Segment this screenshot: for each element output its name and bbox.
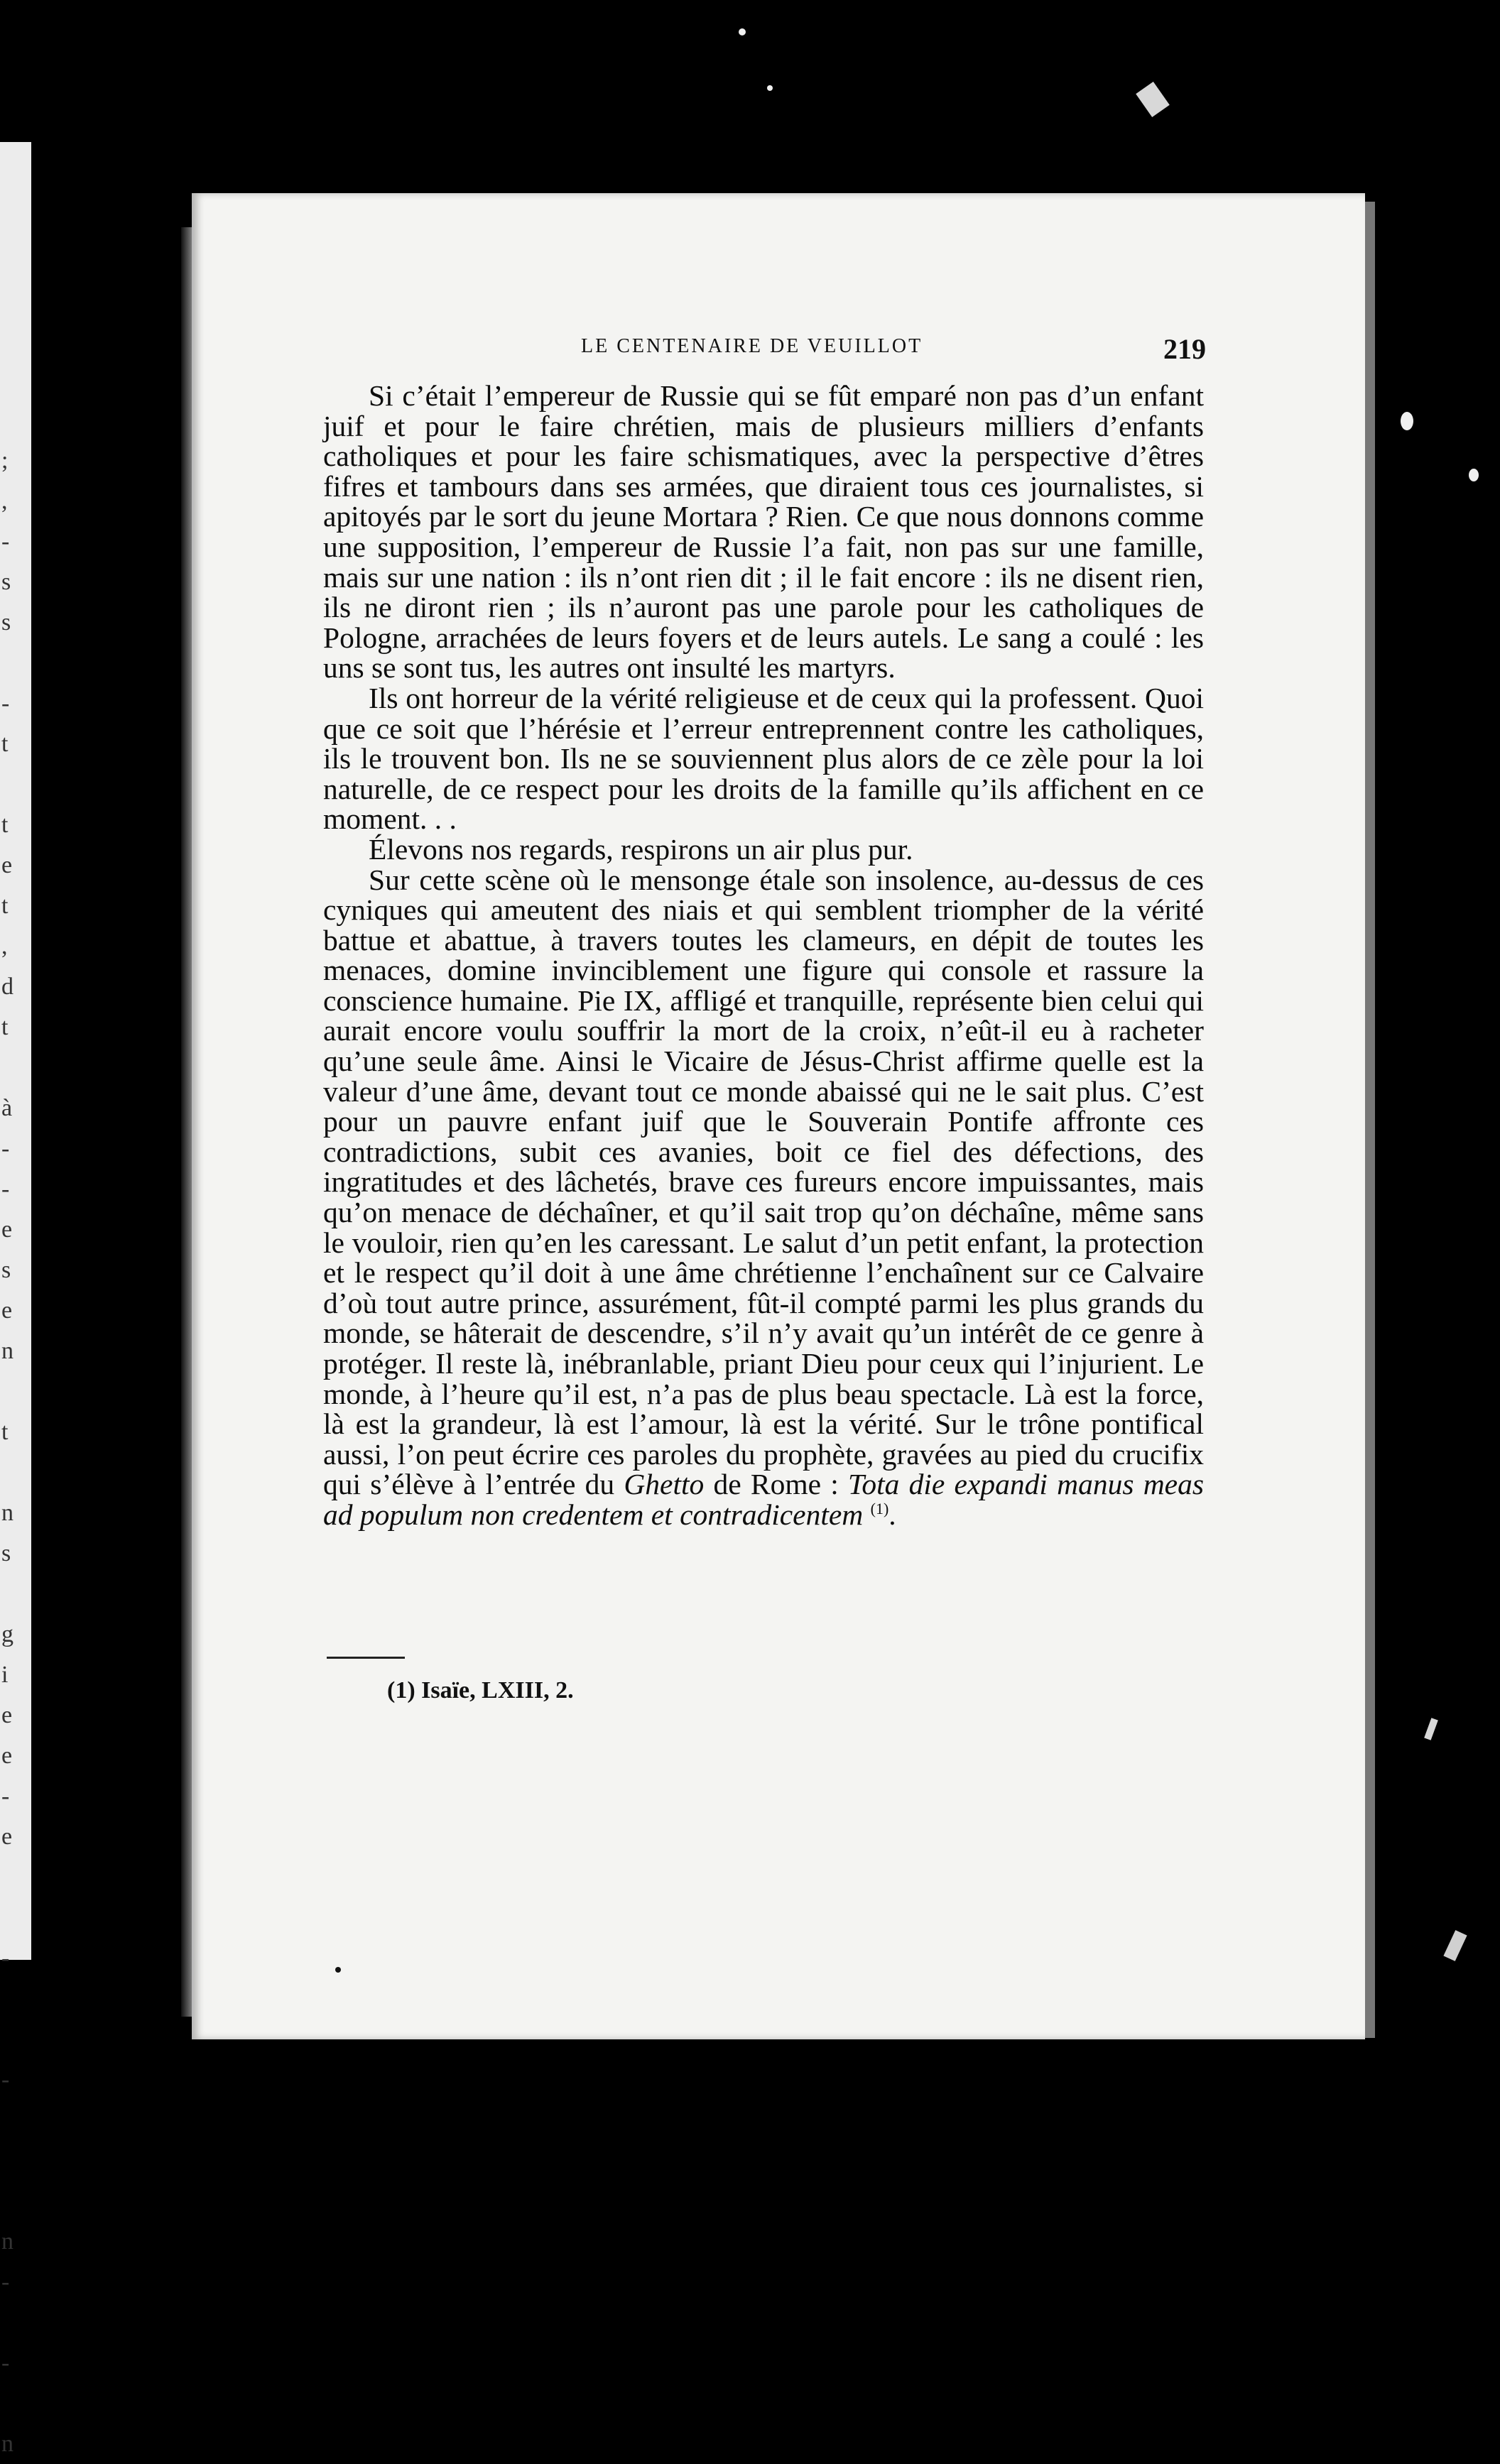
- left-page-char: [1, 643, 27, 683]
- left-page-char: s: [1, 1257, 11, 1283]
- paragraph-with-quote: [323, 865, 1204, 1530]
- left-page-char: n: [1, 2431, 13, 2457]
- paragraph-text: Sur cette scène où le mensonge étale son insolence, au-dessus de ces cyniques qui ameutent des niais et qui semblent triompher de la vérité battue et abattue, à travers toutes les clameurs, en dépit de toutes les menaces, domine invinciblement une figure qui console et rassure la conscience humaine. Pie IX, affligé et tranquille, représente bien celui qui aurait encore voulu souffrir la mort de la croix, n’eût-il eu à racheter qu’une seule âme. Ainsi le Vicaire de Jésus-Christ affirme quelle est la valeur d’une âme, devant tout ce monde abaissé qui ne le sait plus. C’est pour un pauvre enfant juif que le Souverain Pontife affronte ces contradictions, subit ces avanies, boit ce fiel des défections, des ingratitudes et des lâchetés, brave ces fureurs encore impuissantes, mais qu’on menace de déchaîner, et qu’il sait trop qu’on déchaîne, même sans le vouloir, rien qu’en les caressant. Le salut d’un petit enfant, la protection et le respect qu’il doit à une âme chrétienne l’enchaînent sur ce Calvaire d’où tout autre prince, assurément, fût-il compté parmi les plus grands du monde, se hâterait de descendre, s’il n’y avait qu’un intérêt de ce genre à protéger. Il reste là, inébranlable, priant Dieu pour ceux qui l’injurient. Le monde, à l’heure qu’il est, n’a pas de plus beau spectacle. Là est la force, là est la grandeur, là est l’amour, là est la vérité. Sur le trône pontifical aussi, l’on peut écrire ces paroles du prophète, gravées au pied du crucifix qui s’élève à l’entrée du: [323, 863, 1204, 1501]
- page-right-edge: [1365, 202, 1375, 2038]
- page-header: [389, 332, 1206, 375]
- left-page-char: e: [1, 1702, 13, 1728]
- left-page-char: d: [1, 974, 13, 1000]
- left-page-char: t: [1, 893, 9, 919]
- left-page-char: [1, 1857, 27, 1897]
- left-page-char: ;: [1, 447, 9, 474]
- left-page-char: n: [1, 1338, 13, 1364]
- left-page-char: -: [1, 2269, 10, 2295]
- scan-speck: [739, 28, 746, 36]
- running-head: LE CENTENAIRE DE VEUILLOT: [581, 335, 923, 357]
- footnote: (1) Isaïe, LXIII, 2.: [387, 1677, 574, 1703]
- footnote-marker: (1): [870, 1500, 889, 1518]
- left-page-char: -: [1, 2350, 10, 2376]
- left-page-char: -: [1, 2066, 10, 2093]
- left-page-edge: [0, 142, 31, 2457]
- body-text: [323, 381, 1204, 1530]
- left-page-char: [1, 2100, 27, 2140]
- left-page-char: n: [1, 2228, 13, 2255]
- left-page-char: i: [1, 1662, 9, 1688]
- left-page-char: [1, 1574, 27, 1614]
- scan-speck: [1469, 469, 1479, 481]
- left-page-char: [1, 1047, 27, 1088]
- left-page-char: [1, 764, 27, 805]
- paragraph: Ils ont horreur de la vérité religieuse et de ceux qui la professent. Quoi que ce soit que l’hérésie et l’erreur entreprennent contre les catholiques, ils le trouvent bon. Ils ne se souviennent plus alors de ce zèle pour la loi naturelle, de ce respect pour les droits de la famille qu’ils affichent en ce moment. . .: [323, 681, 1204, 836]
- scan-speck: [767, 85, 773, 91]
- left-page-char: g: [1, 1621, 13, 1647]
- left-page-char: s: [1, 569, 11, 595]
- scan-scratch: [1424, 1718, 1438, 1740]
- left-page-char: s: [1, 1540, 11, 1566]
- left-page-char: -: [1, 1135, 10, 1162]
- left-page-char: [1, 1978, 27, 2019]
- left-page-text-fragments: [0, 142, 27, 2464]
- left-page-char: n: [1, 1500, 13, 1526]
- left-page-char: [1, 1452, 27, 1493]
- left-page-char: e: [1, 1824, 13, 1850]
- paragraph: Élevons nos regards, respirons un air plus pur.: [369, 832, 913, 866]
- left-page-char: [1, 2383, 27, 2424]
- left-page-char: [1, 1371, 27, 1412]
- latin-quote: Tota die expandi manus meas ad populum non credentem et contradicentem: [323, 1468, 1204, 1531]
- page-number: 219: [1163, 333, 1206, 365]
- left-page-char: [1, 2181, 27, 2221]
- final-period: .: [888, 1498, 896, 1531]
- left-page-char: -: [1, 1783, 10, 1809]
- page-dot: [335, 1967, 341, 1973]
- left-page-char: à: [1, 1095, 13, 1121]
- ghetto-word: Ghetto: [624, 1468, 705, 1501]
- left-page-char: [1, 2019, 27, 2059]
- left-page-char: ,: [1, 933, 8, 959]
- left-page-char: s: [1, 609, 11, 636]
- left-page-char: t: [1, 1419, 9, 1445]
- left-page-char: e: [1, 1216, 13, 1243]
- left-page-char: t: [1, 731, 9, 757]
- left-page-char: [1, 2140, 27, 2181]
- paragraph: Si c’était l’empereur de Russie qui se fût emparé non pas d’un enfant juif et pour le faire chrétien, mais de plusieurs milliers d’enfants catholiques et pour les faire schismatiques, avec la perspective d’êtres fifres et tambours dans ses armées, que diraient tous ces journalistes, si apitoyés par le sort du jeune Mortara ? Rien. Ce que nous donnons comme une supposition, l’empereur de Russie l’a fait, non pas sur une famille, mais sur une nation : ils n’ont rien dit ; il le fait encore : ils ne disent rien, ils ne diront rien ; ils n’auront pas une parole pour les catholiques de Pologne, arrachées de leurs foyers et de leurs autels. Le sang a coulé : les uns se sont tus, les autres ont insulté les martyrs.: [323, 379, 1204, 685]
- de-rome-text: de Rome :: [704, 1468, 849, 1501]
- left-page-char: e: [1, 1297, 13, 1324]
- scan-scratch: [1443, 1930, 1467, 1961]
- left-page-char: -: [1, 1945, 10, 1971]
- left-page-char: t: [1, 812, 9, 838]
- footnote-rule: [327, 1657, 405, 1659]
- left-page-char: [1, 1897, 27, 1938]
- left-page-char: -: [1, 690, 10, 716]
- left-page-char: -: [1, 1176, 10, 1202]
- left-page-char: ,: [1, 488, 8, 514]
- left-page-char: -: [1, 528, 10, 555]
- scan-scratch: [1136, 82, 1170, 117]
- scan-speck: [1401, 412, 1413, 430]
- left-page-char: e: [1, 1743, 13, 1769]
- left-page-char: t: [1, 1014, 9, 1040]
- left-page-char: e: [1, 852, 13, 878]
- left-page-char: [1, 2302, 27, 2343]
